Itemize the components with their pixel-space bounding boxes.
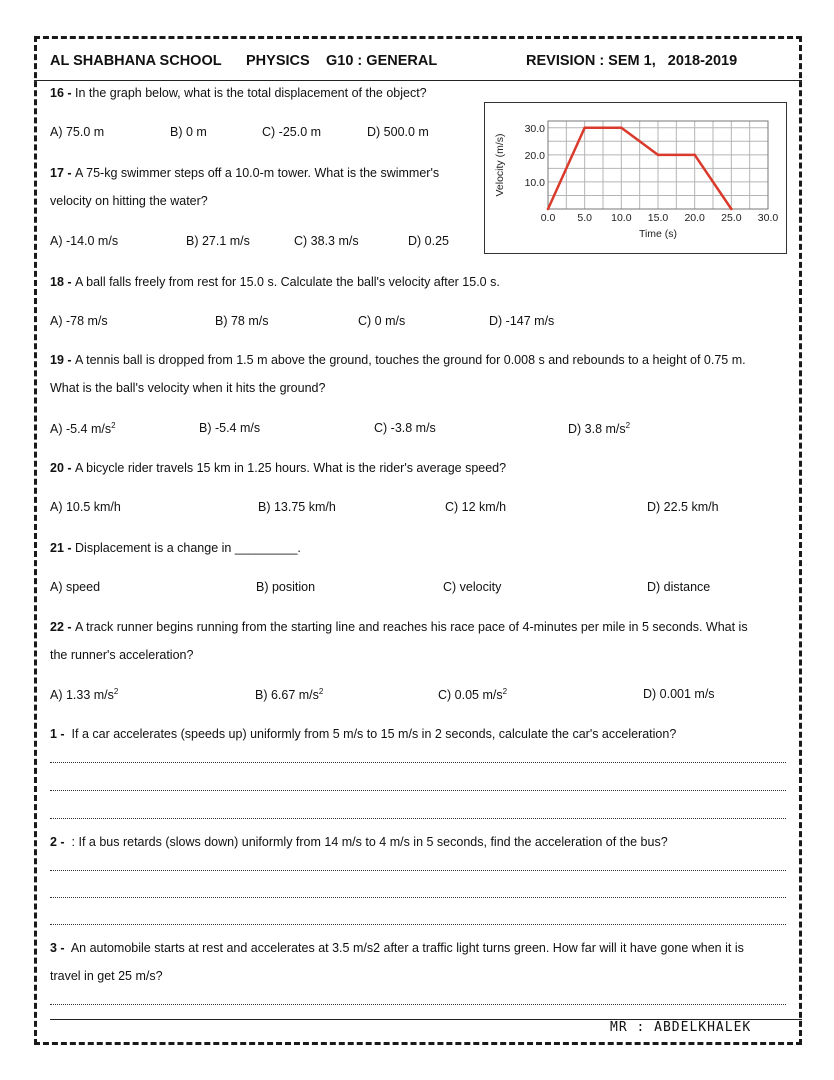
- subject: PHYSICS: [246, 53, 310, 69]
- q18-option-c[interactable]: C) 0 m/s: [358, 314, 406, 328]
- answer-line[interactable]: [50, 762, 786, 763]
- data-point: [583, 126, 586, 129]
- velocity-time-chart: [484, 102, 787, 254]
- y-tick-label: 10.0: [524, 176, 545, 189]
- data-point: [693, 154, 696, 157]
- q17-option-b[interactable]: B) 27.1 m/s: [186, 234, 250, 248]
- q19-option-b[interactable]: B) -5.4 m/s: [199, 421, 261, 435]
- q18-option-d[interactable]: D) -147 m/s: [489, 314, 555, 328]
- y-tick-label: 30.0: [524, 122, 545, 135]
- data-point: [730, 208, 733, 211]
- question-22-line2: the runner's acceleration?: [50, 648, 194, 662]
- question-16: 16 - In the graph below, what is the total displacement of the object?: [50, 86, 427, 100]
- q19-option-c[interactable]: C) -3.8 m/s: [374, 421, 436, 435]
- data-point: [657, 154, 660, 157]
- q20-option-d[interactable]: D) 22.5 km/h: [647, 500, 719, 514]
- q21-option-d[interactable]: D) distance: [647, 580, 711, 594]
- question-19-line2: What is the ball's velocity when it hits the ground?: [50, 381, 326, 395]
- q16-option-c[interactable]: C) -25.0 m: [262, 125, 322, 139]
- written-question-3-line2: travel in get 25 m/s?: [50, 969, 163, 983]
- q16-option-d[interactable]: D) 500.0 m: [367, 125, 429, 139]
- question-17-line2: velocity on hitting the water?: [50, 194, 208, 208]
- question-22: 22 - A track runner begins running from the starting line and reaches his race pace of 4-minutes per mile in 5 seconds. What is: [50, 620, 748, 634]
- x-tick-label: 15.0: [647, 212, 669, 224]
- q18-option-b[interactable]: B) 78 m/s: [215, 314, 269, 328]
- grade: G10 : GENERAL: [326, 53, 438, 69]
- data-point: [547, 208, 550, 211]
- q18-option-a[interactable]: A) -78 m/s: [50, 314, 108, 328]
- answer-line[interactable]: [50, 897, 786, 898]
- q21-option-a[interactable]: A) speed: [50, 580, 101, 594]
- answer-line[interactable]: [50, 924, 786, 925]
- q20-option-b[interactable]: B) 13.75 km/h: [258, 500, 336, 514]
- x-tick-label: 20.0: [684, 212, 705, 224]
- x-axis-label: Time (s): [638, 228, 678, 240]
- teacher-signature: MR : ABDELKHALEK: [610, 1020, 752, 1035]
- q17-option-d[interactable]: D) 0.25: [408, 234, 449, 248]
- x-tick-label: 0.0: [540, 212, 556, 224]
- answer-line[interactable]: [50, 1004, 786, 1005]
- x-tick-label: 10.0: [611, 212, 632, 224]
- header-rule: [34, 80, 802, 81]
- answer-line[interactable]: [50, 790, 786, 791]
- data-point: [620, 126, 623, 129]
- question-17: 17 - A 75-kg swimmer steps off a 10.0-m tower. What is the swimmer's: [50, 166, 440, 180]
- x-tick-label: 5.0: [577, 212, 592, 224]
- q19-option-a[interactable]: A) -5.4 $m/s^2$: [50, 421, 116, 437]
- q19-option-d[interactable]: D) 3.8 $m/s^2$: [568, 421, 631, 437]
- question-20: 20 - A bicycle rider travels 15 km in 1.25 hours. What is the rider's average speed?: [50, 461, 507, 475]
- revision: REVISION : SEM 1, 2018-2019: [526, 53, 738, 69]
- q22-option-a[interactable]: A) 1.33 $m/s^2$: [50, 687, 119, 703]
- chart-svg: [485, 103, 786, 253]
- q17-option-c[interactable]: C) 38.3 m/s: [294, 234, 359, 248]
- q22-option-b[interactable]: B) 6.67 $m/s^2$: [255, 687, 324, 703]
- answer-line[interactable]: [50, 870, 786, 871]
- written-question-3: 3 - An automobile starts at rest and accelerates at 3.5 m/s2 after a traffic light turns green. How far will it have gone when it is: [50, 941, 744, 955]
- q22-option-d[interactable]: D) 0.001 m/s: [643, 687, 715, 701]
- q20-option-a[interactable]: A) 10.5 km/h: [50, 500, 121, 514]
- y-axis-label: Velocity (m/s): [494, 133, 506, 197]
- q16-option-b[interactable]: B) 0 m: [170, 125, 207, 139]
- written-question-2: 2 - : If a bus retards (slows down) uniformly from 14 m/s to 4 m/s in 5 seconds, find the acceleration of the bus?: [50, 835, 668, 849]
- x-tick-label: 30.0: [757, 212, 779, 224]
- written-question-1: 1 - If a car accelerates (speeds up) uniformly from 5 m/s to 15 m/s in 2 seconds, calculate the car's acceleration?: [50, 727, 677, 741]
- answer-line[interactable]: [50, 818, 786, 819]
- y-tick-label: 20.0: [524, 149, 545, 162]
- question-21: 21 - Displacement is a change in _________.: [50, 541, 301, 555]
- q22-option-c[interactable]: C) 0.05 $m/s^2$: [438, 687, 508, 703]
- q16-option-a[interactable]: A) 75.0 m: [50, 125, 105, 139]
- q20-option-c[interactable]: C) 12 km/h: [445, 500, 507, 514]
- q21-option-c[interactable]: C) velocity: [443, 580, 502, 594]
- q17-option-a[interactable]: A) -14.0 m/s: [50, 234, 119, 248]
- question-18: 18 - A ball falls freely from rest for 15.0 s. Calculate the ball's velocity after 15.0 s.: [50, 275, 500, 289]
- question-19: 19 - A tennis ball is dropped from 1.5 m above the ground, touches the ground for 0.008 s and rebounds to a height of 0.75 m.: [50, 353, 746, 367]
- school-name: AL SHABHANA SCHOOL: [50, 53, 222, 69]
- q21-option-b[interactable]: B) position: [256, 580, 316, 594]
- x-tick-label: 25.0: [721, 212, 742, 224]
